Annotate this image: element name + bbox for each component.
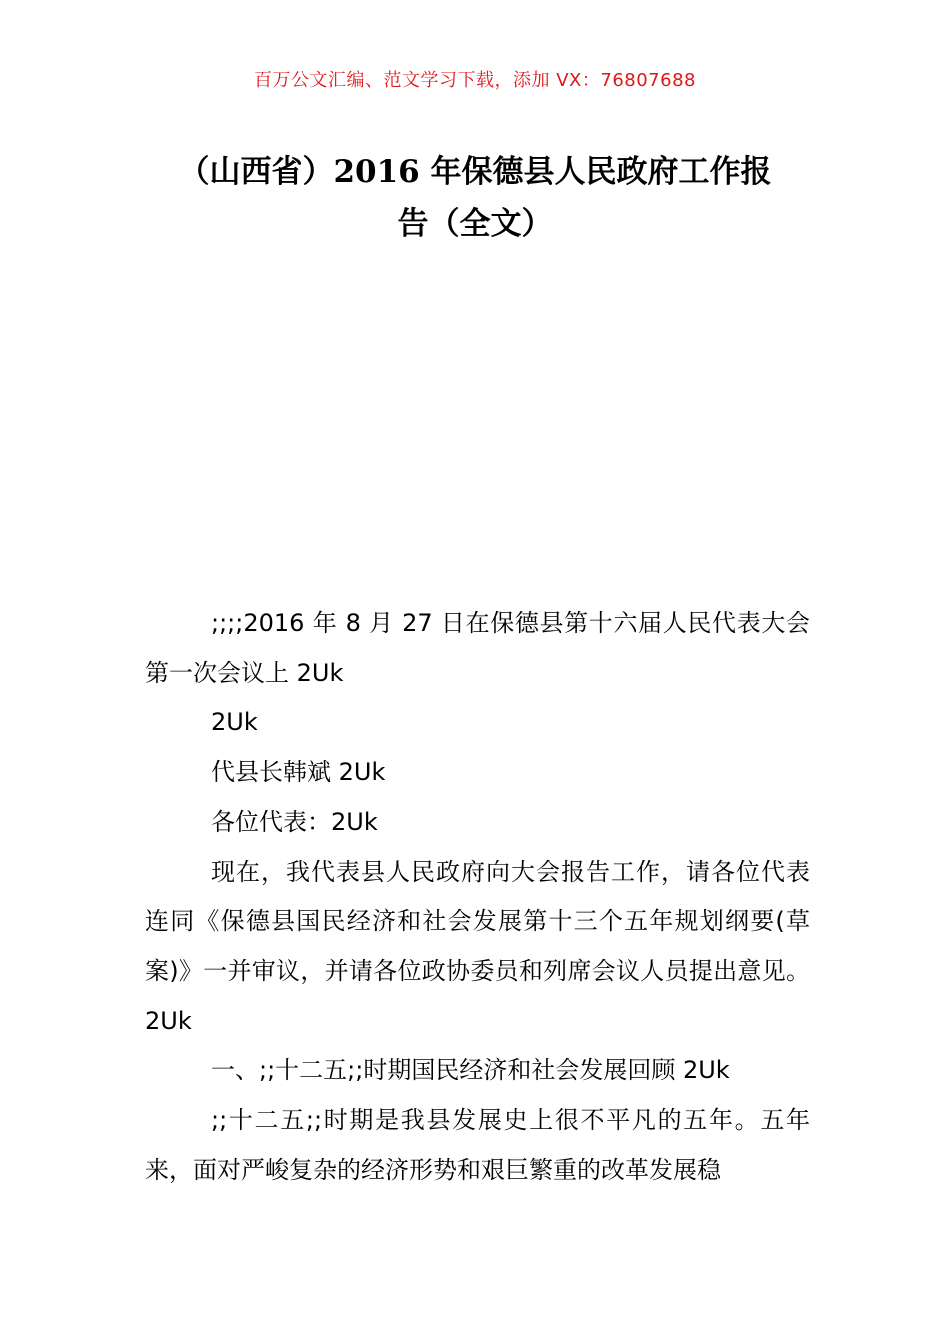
section-heading-review: 一、;;十二五;;时期国民经济和社会发展回顾 2Uk	[211, 1056, 730, 1085]
document-title	[140, 146, 810, 250]
paragraph-salutation: 各位代表：2Uk	[211, 807, 378, 836]
paragraph-meeting-info: ;;;;2016 年 8 月 27 日在保德县第十六届人民代表大会第一次会议上 2Uk	[145, 609, 810, 687]
paragraph-speaker: 代县长韩斌 2Uk	[211, 758, 386, 787]
document-body	[145, 599, 810, 1195]
promo-header-note: 百万公文汇编、范文学习下载，添加 VX：76807688	[254, 70, 696, 91]
title-line-1: （山西省）2016 年保德县人民政府工作报	[178, 154, 772, 190]
paragraph-intro: 现在，我代表县人民政府向大会报告工作，请各位代表连同《保德县国民经济和社会发展第十三个五年规划纲要(草案)》一并审议，并请各位政协委员和列席会议人员提出意见。2Uk	[145, 857, 810, 1035]
title-line-2: 告（全文）	[397, 206, 553, 242]
paragraph-review-start: ;;十二五;;时期是我县发展史上很不平凡的五年。五年来，面对严峻复杂的经济形势和艰巨繁重的改革发展稳	[145, 1106, 810, 1184]
paragraph-marker: 2Uk	[211, 708, 258, 737]
